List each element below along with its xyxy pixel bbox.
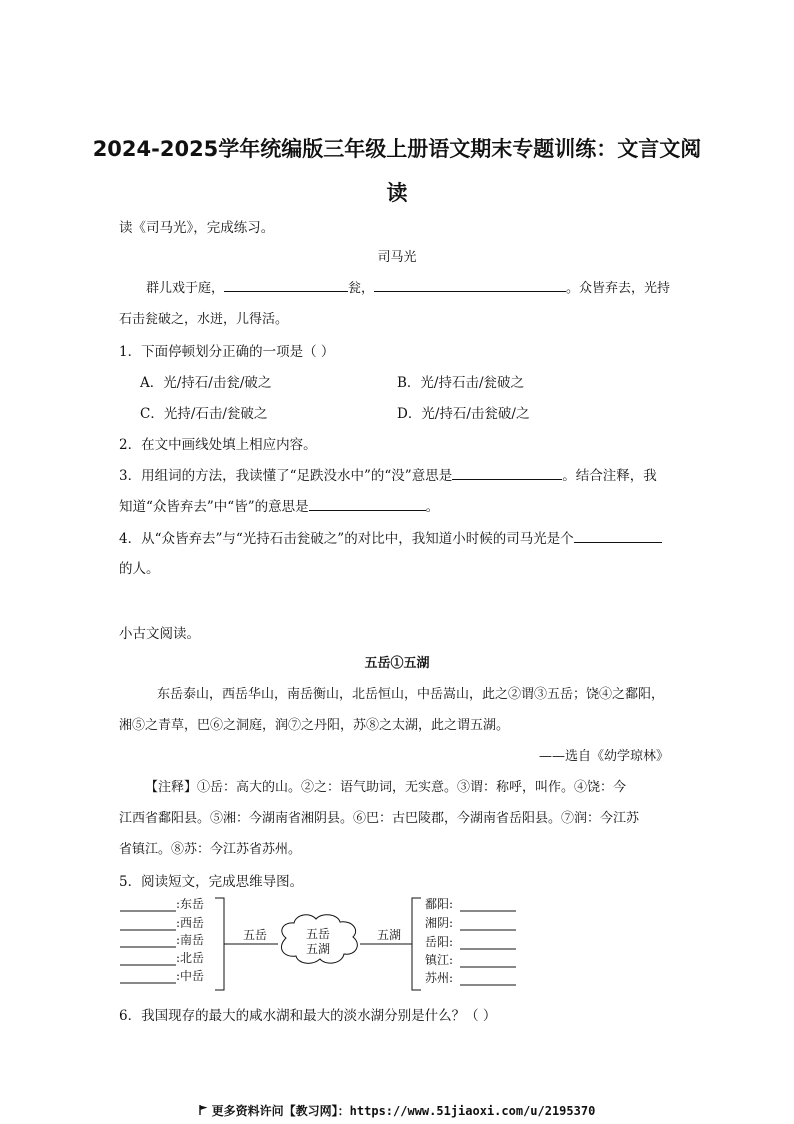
question-3-line1 <box>119 464 657 484</box>
right-item-label: 岳阳: <box>425 935 454 949</box>
question-5: 5．阅读短文，完成思维导图。 <box>119 874 304 890</box>
right-item-label: 鄱阳: <box>425 897 454 911</box>
mind-map <box>110 892 530 996</box>
question-4-line2: 的人。 <box>119 561 160 577</box>
q4-text: 4．从“众皆弃去”与“光持石击瓮破之”的对比中，我知道小时候的司马光是个 <box>119 531 574 547</box>
section1-passage-line1 <box>146 277 670 296</box>
question-6: 6．我国现存的最大的咸水湖和最大的淡水湖分别是什么？（ ） <box>119 1008 497 1024</box>
right-item-label: 苏州: <box>425 971 454 985</box>
q1-option-b[interactable]: B．光/持石击/瓮破之 <box>397 375 525 391</box>
q1-option-a[interactable]: A．光/持石/击瓮/破之 <box>140 375 272 391</box>
passage-line1-part-a: 群儿戏于庭， <box>146 281 225 296</box>
section2-instruction: 小古文阅读。 <box>119 626 200 642</box>
q3-text-d: 。 <box>425 499 440 515</box>
fill-blank-1[interactable] <box>224 277 348 292</box>
q1-option-d[interactable]: D．光/持石/击瓮破/之 <box>397 406 530 422</box>
footer-link[interactable] <box>0 1102 794 1119</box>
right-bracket <box>412 898 421 990</box>
notes-line2: 江西省鄱阳县。⑤湘：今湖南省湘阴县。⑥巴：古巴陵郡，今湖南省岳阳县。⑦润：今江苏 <box>119 811 640 826</box>
left-item-label: :南岳 <box>176 933 205 947</box>
left-item-label: :西岳 <box>176 916 205 930</box>
left-branch-label: 五岳 <box>243 928 268 942</box>
passage-line1-part-c: 。众皆弃去，光持 <box>566 281 671 296</box>
section1-passage-title: 司马光 <box>377 250 417 265</box>
left-item-label: :北岳 <box>176 951 205 965</box>
section2-passage-title: 五岳①五湖 <box>364 656 430 671</box>
section2-passage-line1: 东岳泰山，西岳华山，南岳衡山，北岳恒山，中岳嵩山，此之②谓③五岳；饶④之鄱阳， <box>157 687 665 702</box>
left-item-label: :中岳 <box>176 969 205 983</box>
q1-option-c[interactable]: C．光持/石击/瓮破之 <box>140 406 268 422</box>
q3-text-c: 知道“众皆弃去”中“皆”的意思是 <box>119 499 309 515</box>
passage-line1-part-b: 瓮， <box>348 281 375 296</box>
notes-line3: 省镇江。⑧苏：今江苏省苏州。 <box>119 842 302 857</box>
left-bracket <box>215 898 224 990</box>
fill-blank-2[interactable] <box>374 277 566 292</box>
section1-instruction: 读《司马光》，完成练习。 <box>119 220 275 236</box>
notes-line1: 【注释】①岳：高大的山。②之：语气助词，无实意。③谓：称呼，叫作。④饶：今 <box>145 780 627 795</box>
right-items <box>425 897 516 985</box>
q3-text-b: 。结合注释，我 <box>562 468 657 484</box>
right-item-label: 镇江: <box>425 953 454 967</box>
footer-text: 更多资料许问【教习网】：https://www.51jiaoxi.com/u/2195370 <box>211 1104 596 1118</box>
page-title-line2: 读 <box>386 181 408 205</box>
left-item-label: :东岳 <box>176 897 205 911</box>
right-branch-label: 五湖 <box>377 928 402 942</box>
center-label-top: 五岳 <box>306 927 331 941</box>
right-item-label: 湘阴: <box>425 916 454 930</box>
question-1: 1．下面停顿划分正确的一项是（ ） <box>119 344 335 360</box>
question-2: 2．在文中画线处填上相应内容。 <box>119 437 317 453</box>
section2-source: ——选自《幼学琼林》 <box>538 749 669 764</box>
question-3-line2 <box>119 495 439 515</box>
question-4-line1 <box>119 527 662 547</box>
q4-blank[interactable] <box>574 528 662 543</box>
q3-blank-1[interactable] <box>452 465 562 480</box>
flag-icon <box>199 1104 208 1114</box>
page-title-line1: 2024-2025学年统编版三年级上册语文期末专题训练：文言文阅 <box>92 137 702 161</box>
section1-passage-line2: 石击瓮破之，水迸，儿得活。 <box>119 312 289 327</box>
q3-text-a: 3．用组词的方法，我读懂了“足跌没水中”的“没”意思是 <box>119 468 453 484</box>
q3-blank-2[interactable] <box>309 496 426 511</box>
left-items <box>120 896 204 983</box>
section2-passage-line2: 湘⑤之青草，巴⑥之洞庭，润⑦之丹阳，苏⑧之太湖，此之谓五湖。 <box>119 718 510 733</box>
center-label-bottom: 五湖 <box>306 942 331 956</box>
